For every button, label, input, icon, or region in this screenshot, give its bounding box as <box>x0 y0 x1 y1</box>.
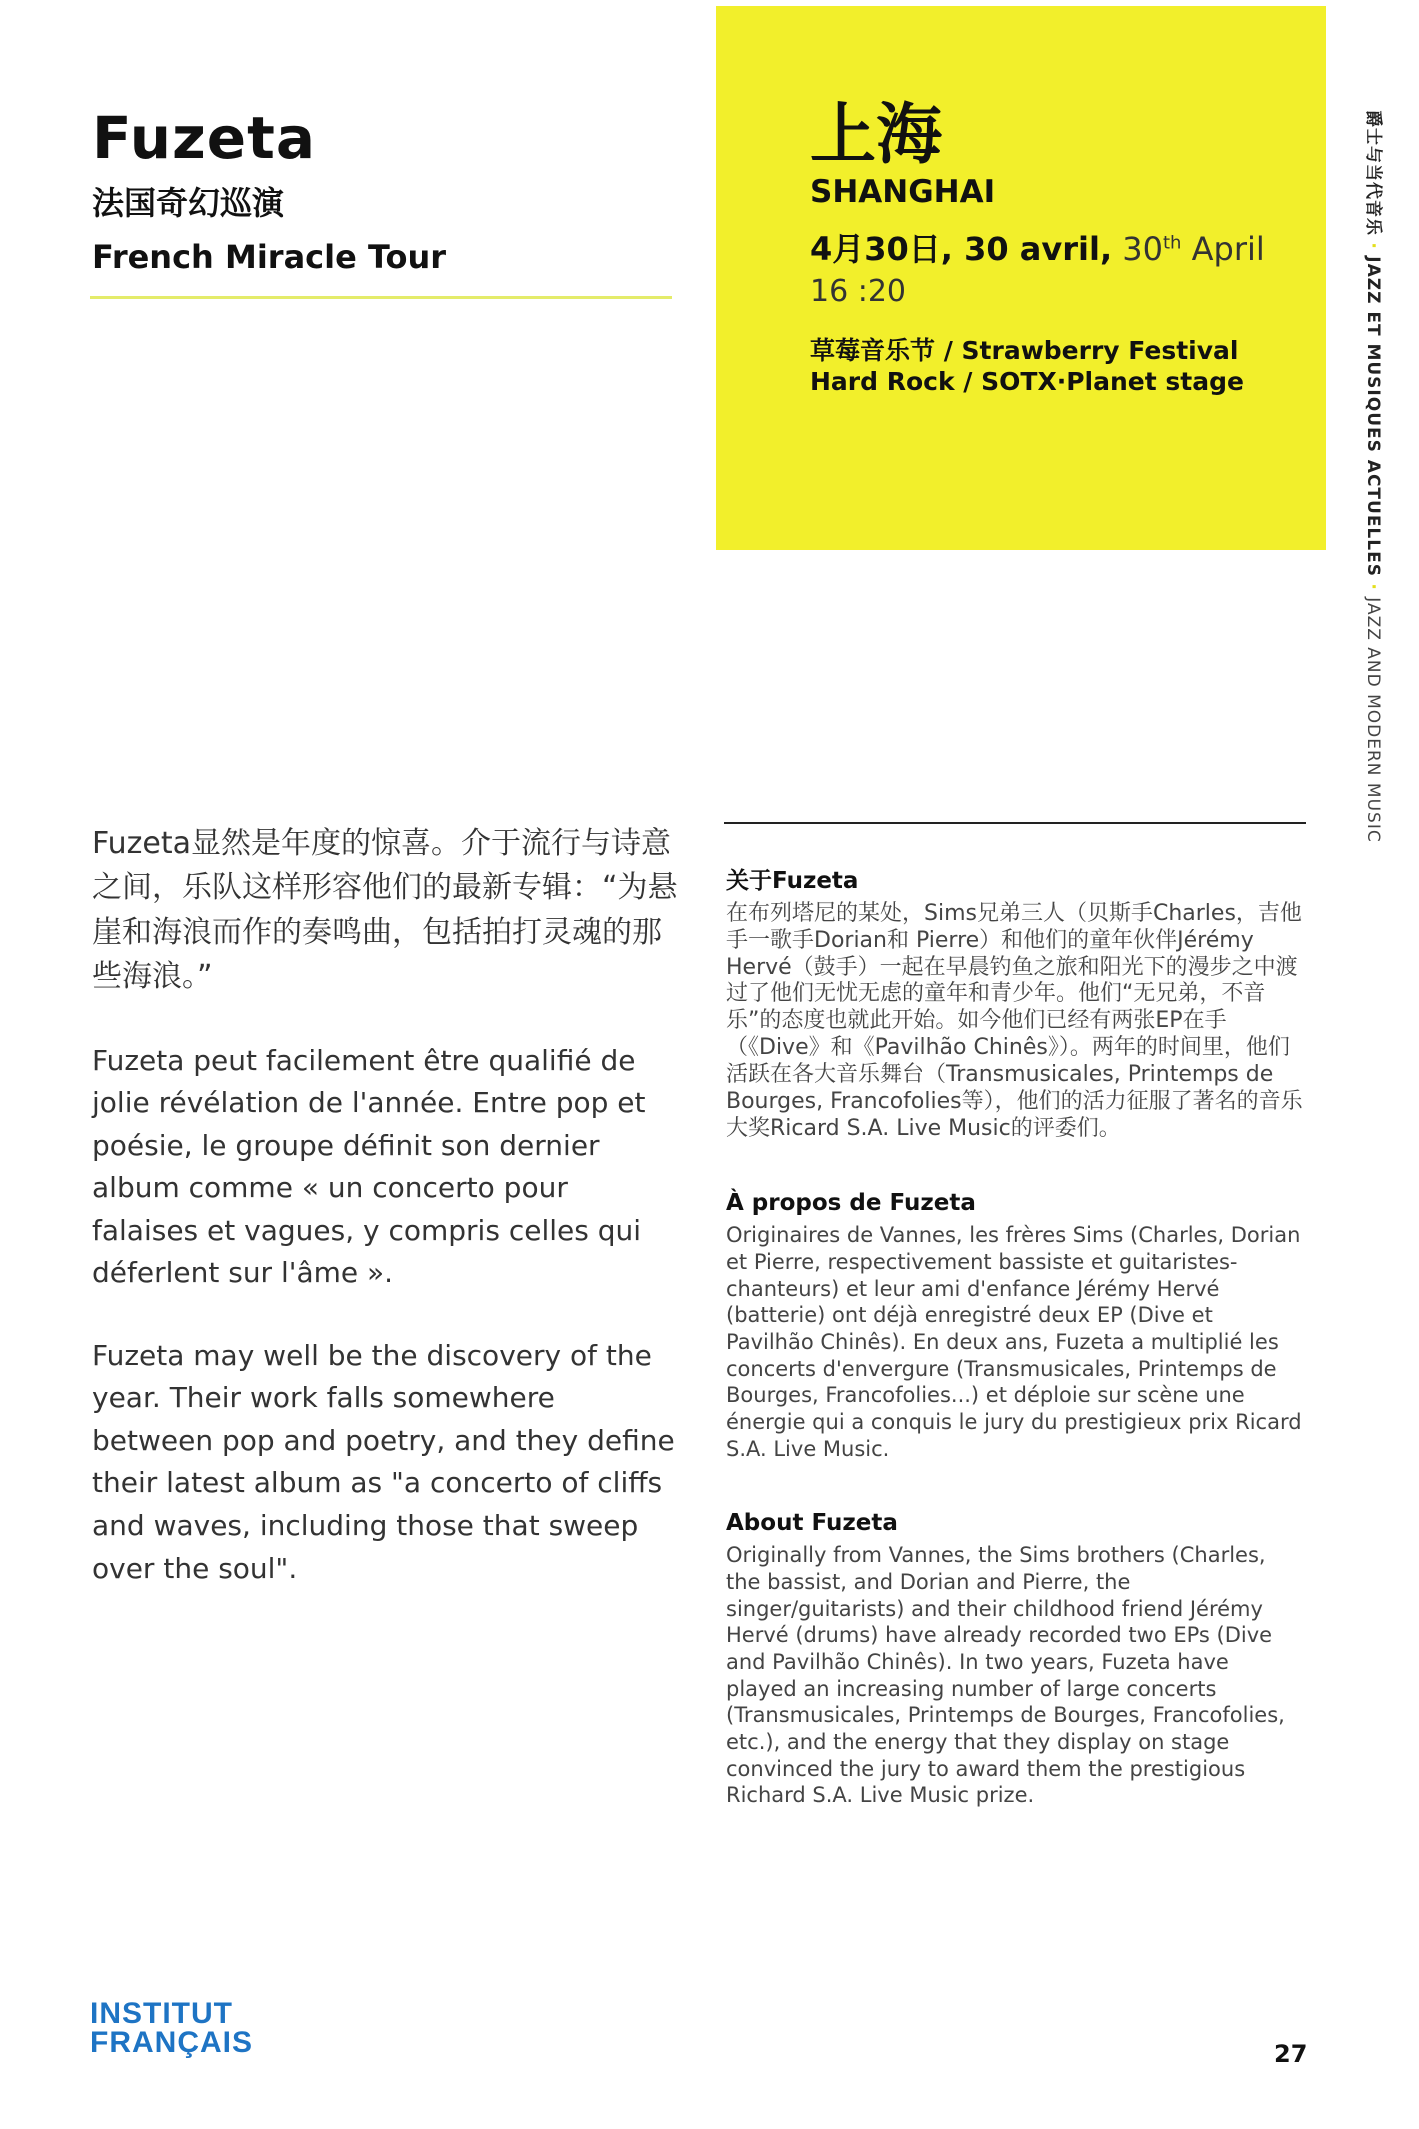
section-side-label <box>1363 110 1388 843</box>
logo-line-1: INSTITUT <box>90 1997 233 2030</box>
event-info-box <box>716 6 1326 550</box>
title-block <box>92 104 672 276</box>
venue-line-1: 草莓音乐节 / Strawberry Festival <box>810 336 1239 365</box>
page-number: 27 <box>1274 2040 1308 2068</box>
intro-column <box>92 822 682 1630</box>
event-date-suffix: th <box>1163 232 1182 254</box>
about-body-chinese: 在布列塔尼的某处，Sims兄弟三人（贝斯手Charles，吉他手一歌手Dorian和 Pierre）和他们的童年伙伴Jérémy Hervé（鼓手）一起在早晨钓鱼之旅和阳光下的漫步之中渡过了他们无忧无虑的童年和青少年。他们“无兄弟，不音乐”的态度也就此开始。如今他们已经有两张EP在手（《Dive》和《Pavilhão Chinês》）。两年的时间里，他们活跃在各大音乐舞台（Transmusicales, Printemps de Bourges, Francofolies等），他们的活力征服了著名的音乐大奖Ricard S.A. Live Music的评委们。 <box>726 901 1303 1141</box>
institut-francais-logo <box>90 1997 253 2059</box>
side-label-separator: · <box>1363 583 1383 591</box>
subtitle-english: French Miracle Tour <box>92 238 447 276</box>
about-body-english: Originally from Vannes, the Sims brothers (Charles, the bassist, and Dorian and Pierre, the singer/guitarists) and their childhood friend Jérémy Hervé (drums) have already recorded two EPs (Dive and Pavilhão Chinês). In two years, Fuzeta have played an increasing number of large concerts (Transmusicales, Printemps de Bourges, Francofolies, etc.), and the energy that they display on stage convinced the jury to award them the prestigious Richard S.A. Live Music prize. <box>726 1543 1285 1808</box>
logo-line-2: FRANÇAIS <box>90 2025 253 2059</box>
about-column <box>726 862 1306 1857</box>
event-venue <box>810 335 1326 398</box>
subtitle-chinese: 法国奇幻巡演 <box>92 184 285 222</box>
about-heading-chinese: 关于Fuzeta <box>726 868 859 894</box>
intro-english: Fuzeta may well be the discovery of the year. Their work falls somewhere between pop and poetry, and they define their latest album as "a concerto of cliffs and waves, including those that sweep over the soul". <box>92 1338 675 1585</box>
venue-line-2: Hard Rock / SOTX·Planet stage <box>810 367 1244 397</box>
event-date-number: 30 <box>1122 230 1163 268</box>
city-english: SHANGHAI <box>810 174 996 210</box>
city-chinese: 上海 <box>810 96 942 173</box>
about-divider <box>724 822 1306 824</box>
about-heading-english: About Fuzeta <box>726 1510 898 1537</box>
event-date-bold: 4月30日, 30 avril, <box>810 230 1113 268</box>
about-heading-french: À propos de Fuzeta <box>726 1190 976 1217</box>
side-label-separator: · <box>1363 242 1383 250</box>
about-body-french: Originaires de Vannes, les frères Sims (Charles, Dorian et Pierre, respectivement bassiste et guitaristes-chanteurs) et leur ami d'enfance Jérémy Hervé (batterie) ont déjà enregistré deux EP (Dive et Pavilhão Chinês). En deux ans, Fuzeta a multiplié les concerts d'envergure (Transmusicales, Printemps de Bourges, Francofolies...) et déploie sur scène une énergie qui a conquis le jury du prestigieux prix Ricard S.A. Live Music. <box>726 1223 1302 1461</box>
event-date-month: April <box>1191 230 1265 268</box>
page-title: Fuzeta <box>92 104 316 172</box>
title-divider <box>90 296 672 299</box>
event-time: 16 :20 <box>810 274 906 309</box>
event-date <box>810 224 1326 270</box>
side-label-english: JAZZ AND MODERN MUSIC <box>1363 597 1383 843</box>
intro-chinese: Fuzeta显然是年度的惊喜。介于流行与诗意之间，乐队这样形容他们的最新专辑：“为悬崖和海浪而作的奏鸣曲，包括拍打灵魂的那些海浪。” <box>92 826 678 995</box>
side-label-french: JAZZ ET MUSIQUES ACTUELLES <box>1363 256 1383 577</box>
intro-french: Fuzeta peut facilement être qualifié de jolie révélation de l'année. Entre pop et poésie, le groupe définit son dernier album comme « un concerto pour falaises et vagues, y compris celles qui déferlent sur l'âme ». <box>92 1043 646 1290</box>
side-label-chinese: 爵士与当代音乐 <box>1363 110 1383 236</box>
